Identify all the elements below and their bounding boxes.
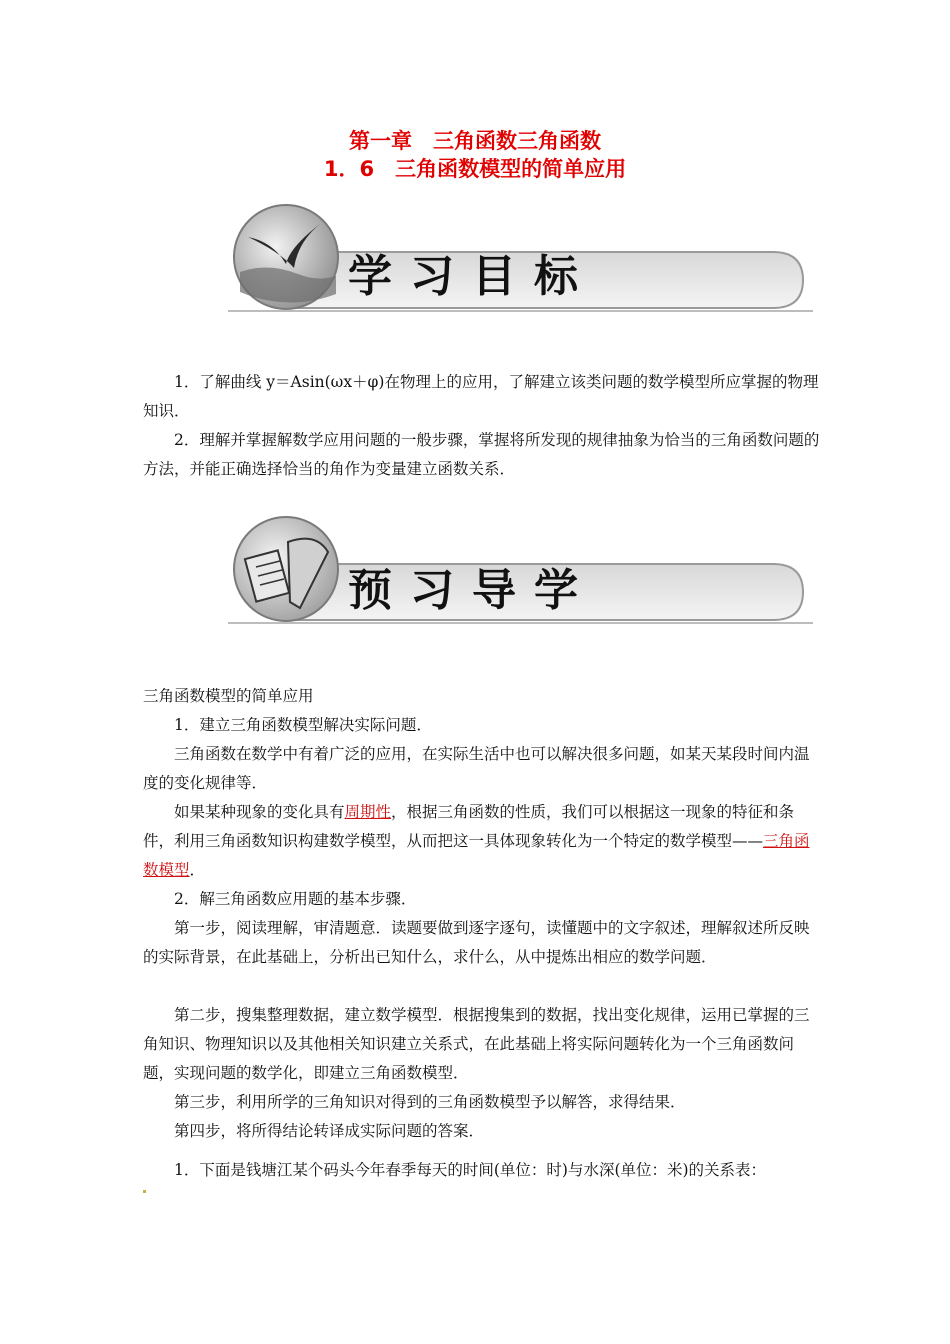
- blank-trig-model: 三角函数模型: [143, 832, 810, 879]
- para-2-text-a: 如果某种现象的变化具有: [174, 803, 345, 821]
- goal-item-1: 1．了解曲线 y＝Asin(ωx＋φ)在物理上的应用，了解建立该类问题的数学模型所应掌握的物理知识．: [143, 373, 819, 420]
- blank-periodicity: 周期性: [344, 803, 392, 821]
- preview-point-2: 2．解三角函数应用题的基本步骤．: [174, 890, 417, 908]
- section-title: 1．6 三角函数模型的简单应用: [323, 157, 627, 181]
- preview-para-1: 三角函数在数学中有着广泛的应用，在实际生活中也可以解决很多问题，如某天某段时间内温度的变化规律等．: [143, 745, 810, 792]
- preview-banner-text: 预习导学: [348, 565, 596, 616]
- step-1: 第一步，阅读理解，审清题意．读题要做到逐字逐句，读懂题中的文字叙述，理解叙述所反映的实际背景，在此基础上，分析出已知什么，求什么，从中提炼出相应的数学问题．: [143, 919, 810, 966]
- para-2-text-b: ，根据三角函数的性质，我们可以根据这一现象的特征和条件，利用三角函数知识构建数学模型，从而把这一具体现象转化为一个特定的数学模型——: [143, 803, 795, 850]
- stray-mark: [143, 1190, 146, 1193]
- step-4: 第四步，将所得结论转译成实际问题的答案．: [174, 1122, 485, 1140]
- preview-para-2: [143, 798, 823, 885]
- chapter-title: 第一章 三角函数三角函数: [349, 129, 601, 153]
- step-3: 第三步，利用所学的三角知识对得到的三角函数模型予以解答，求得结果．: [174, 1093, 686, 1111]
- preview-heading: 三角函数模型的简单应用: [143, 687, 314, 705]
- goals-banner-text: 学习目标: [348, 251, 596, 302]
- exercise-item-1: 1．下面是钱塘江某个码头今年春季每天的时间(单位：时)与水深(单位：米)的关系表：: [174, 1161, 767, 1179]
- step-2: 第二步，搜集整理数据，建立数学模型．根据搜集到的数据，找出变化规律，运用已掌握的三角知识、物理知识以及其他相关知识建立关系式，在此基础上将实际问题转化为一个三角函数问题，实现问题的数学化，即建立三角函数模型．: [143, 1006, 810, 1082]
- preview-point-1: 1．建立三角函数模型解决实际问题．: [174, 716, 432, 734]
- preview-banner: [228, 512, 813, 624]
- goals-banner: [228, 202, 813, 314]
- goal-item-2: 2．理解并掌握解数学应用问题的一般步骤，掌握将所发现的规律抽象为恰当的三角函数问题的方法，并能正确选择恰当的角作为变量建立函数关系．: [143, 431, 820, 478]
- para-2-text-c: ．: [189, 861, 206, 879]
